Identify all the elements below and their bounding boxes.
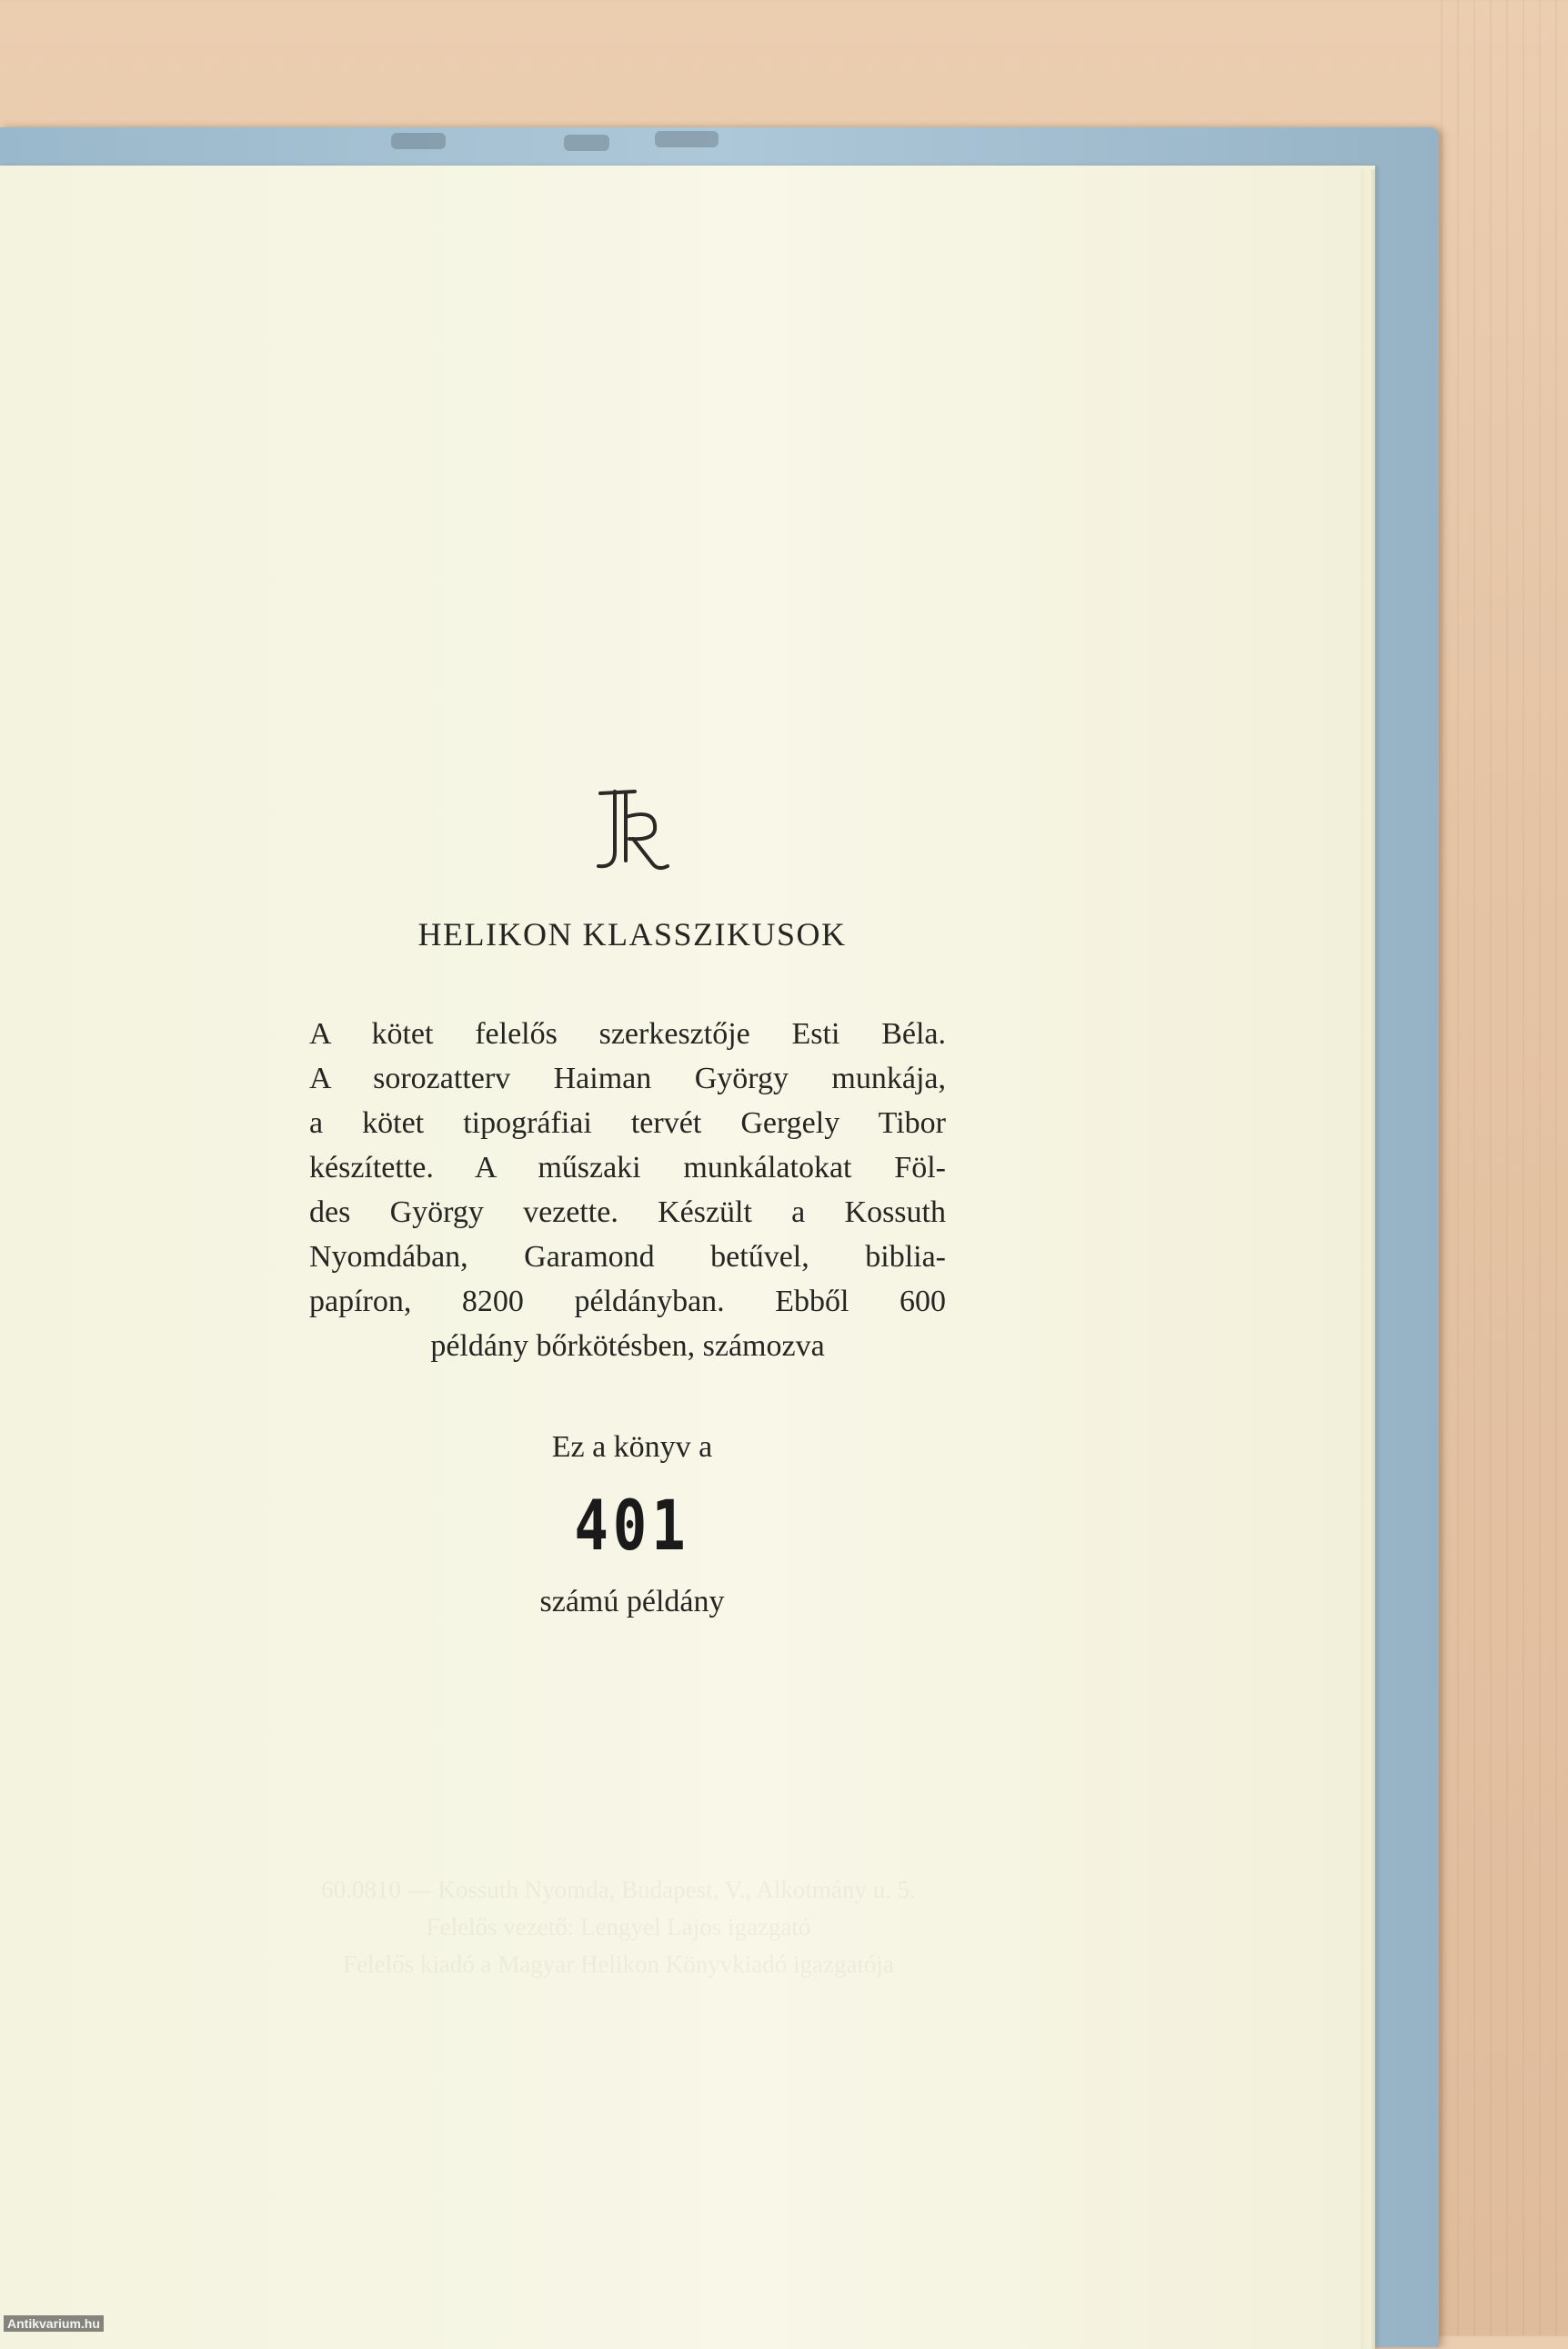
colophon-line: készítette. A műszaki munkálatokat Föl-	[309, 1151, 946, 1185]
colophon-line: Nyomdában, Garamond betűvel, biblia-	[309, 1240, 946, 1274]
colophon-line: A kötet felelős szerkesztője Esti Béla.	[309, 1017, 946, 1051]
show-through-imprint-line: 60.0810 — Kossuth Nyomda, Budapest, V., Alkotmány u. 5.	[321, 1876, 916, 1903]
copy-statement-before: Ez a könyv a	[551, 1430, 713, 1464]
series-title: HELIKON KLASSZIKUSOK	[417, 916, 847, 953]
show-through-imprint-line: Felelős kiadó a Magyar Helikon Könyvkiadó igazgatója	[343, 1951, 894, 1978]
cover-wear-mark	[391, 133, 446, 149]
colophon-line: a kötet tipográfiai tervét Gergely Tibor	[309, 1106, 946, 1140]
colophon-line: papíron, 8200 példányban. Ebből 600	[309, 1285, 946, 1318]
cover-wear-mark	[564, 135, 609, 151]
site-watermark: Antikvarium.hu	[4, 2315, 104, 2332]
colophon-line: példány bőrkötésben, számozva	[430, 1329, 825, 1363]
copy-statement-after: számú példány	[539, 1585, 725, 1618]
show-through-imprint-line: Felelős vezető: Lengyel Lajos igazgató	[426, 1913, 811, 1941]
stamped-copy-number: 401	[574, 1485, 690, 1566]
cover-wear-mark	[655, 131, 719, 147]
page-edge	[1361, 169, 1375, 2349]
hk-monogram-icon	[588, 781, 678, 881]
wooden-table-surface	[1441, 0, 1568, 2336]
colophon-text	[309, 1012, 946, 1368]
colophon-line: A sorozatterv Haiman György munkája,	[309, 1062, 946, 1095]
colophon-line: des György vezette. Készült a Kossuth	[309, 1195, 946, 1229]
